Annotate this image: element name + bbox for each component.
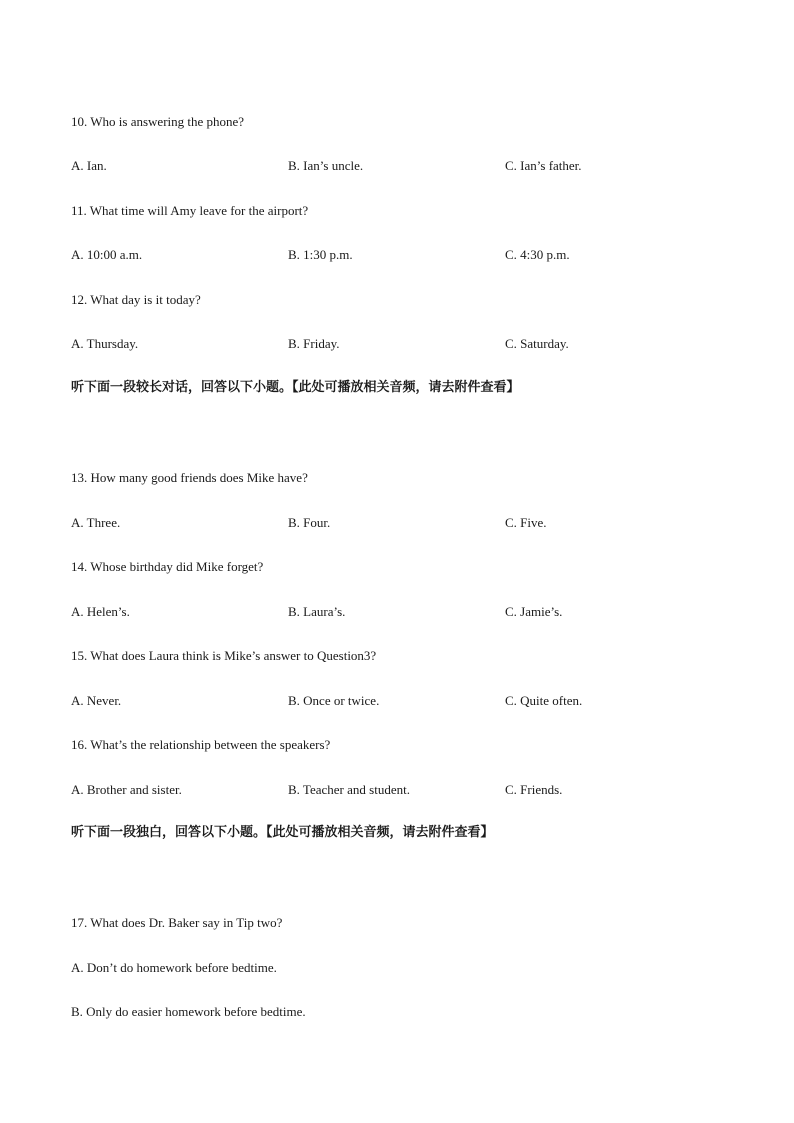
option-16-c: C. Friends. (505, 782, 563, 797)
question-stem-13: 13. How many good friends does Mike have? (71, 470, 308, 485)
option-11-b: B. 1:30 p.m. (288, 247, 353, 262)
option-10-a: A. Ian. (71, 158, 107, 173)
option-12-a: A. Thursday. (71, 336, 139, 351)
option-17-a: A. Don’t do homework before bedtime. (71, 960, 277, 975)
question-stem-12: 12. What day is it today? (71, 292, 201, 307)
option-11-c: C. 4:30 p.m. (505, 247, 570, 262)
option-15-c: C. Quite often. (505, 693, 583, 708)
question-stem-10: 10. Who is answering the phone? (71, 114, 245, 129)
question-stem-15: 15. What does Laura think is Mike’s answer to Question3? (71, 648, 377, 663)
option-10-c: C. Ian’s father. (505, 158, 582, 173)
option-16-a: A. Brother and sister. (71, 782, 182, 797)
option-17-b: B. Only do easier homework before bedtime. (71, 1004, 306, 1019)
option-12-b: B. Friday. (288, 336, 340, 351)
option-11-a: A. 10:00 a.m. (71, 247, 143, 262)
option-15-a: A. Never. (71, 693, 122, 708)
question-stem-11: 11. What time will Amy leave for the airport? (71, 203, 309, 218)
option-14-a: A. Helen’s. (71, 604, 130, 619)
option-14-b: B. Laura’s. (288, 604, 346, 619)
option-13-b: B. Four. (288, 515, 331, 530)
option-15-b: B. Once or twice. (288, 693, 380, 708)
option-14-c: C. Jamie’s. (505, 604, 563, 619)
section-instruction-dialogue: 听下面一段较长对话，回答以下小题。【此处可播放相关音频，请去附件查看】 (71, 380, 520, 395)
option-10-b: B. Ian’s uncle. (288, 158, 364, 173)
question-stem-14: 14. Whose birthday did Mike forget? (71, 559, 264, 574)
option-12-c: C. Saturday. (505, 336, 569, 351)
option-13-c: C. Five. (505, 515, 547, 530)
option-16-b: B. Teacher and student. (288, 782, 410, 797)
option-13-a: A. Three. (71, 515, 121, 530)
question-stem-17: 17. What does Dr. Baker say in Tip two? (71, 915, 283, 930)
question-stem-16: 16. What’s the relationship between the speakers? (71, 737, 331, 752)
section-instruction-monologue: 听下面一段独白，回答以下小题。【此处可播放相关音频，请去附件查看】 (71, 825, 494, 840)
